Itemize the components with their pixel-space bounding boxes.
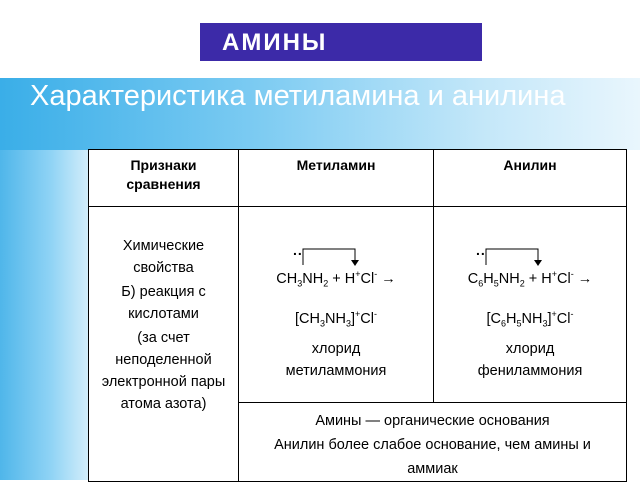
aniline-product-name: хлорид фениламмония bbox=[477, 341, 583, 380]
methylamine-reaction-cell bbox=[239, 207, 434, 403]
methylamine-product-name: хлорид метиламмония bbox=[285, 341, 387, 380]
summary-cell bbox=[239, 403, 627, 482]
header-criteria: Признаки сравнения bbox=[89, 150, 239, 207]
header-methylamine: Метиламин bbox=[239, 150, 434, 207]
methylamine-equation: $CH_3NH_2 + H^+Cl^-$ → bbox=[276, 269, 396, 289]
aniline-equation: $C_6H_5NH_2 + H^+Cl^-$ → bbox=[467, 269, 593, 289]
property-acid-reaction: Б) реакция с кислотами bbox=[121, 284, 206, 322]
comparison-table bbox=[88, 149, 627, 482]
electron-arrow-icon bbox=[484, 245, 544, 267]
electron-arrow-icon bbox=[301, 245, 361, 267]
aniline-product: $[C_6H_5NH_3]^+Cl^-$ bbox=[486, 308, 574, 329]
properties-cell bbox=[89, 207, 239, 482]
slide-title: Характеристика метиламина и анилина bbox=[30, 80, 566, 112]
summary-line-1: Амины — органические основания bbox=[315, 413, 550, 429]
aniline-reaction-cell bbox=[434, 207, 627, 403]
table-header-row bbox=[89, 150, 627, 207]
lone-pair-dots: .. bbox=[476, 242, 486, 258]
property-chemical: Химические свойства bbox=[122, 238, 205, 276]
property-lone-pair: (за счет неподеленной электронной пары атома азота) bbox=[101, 330, 226, 412]
table-row-reaction bbox=[89, 207, 627, 403]
lone-pair-dots: .. bbox=[293, 242, 303, 258]
section-label: АМИНЫ bbox=[200, 23, 482, 61]
header-aniline: Анилин bbox=[434, 150, 627, 207]
methylamine-product: $[CH_3NH_3]^+Cl^-$ bbox=[295, 308, 377, 329]
summary-line-2: Анилин более слабое основание, чем амины и аммиак bbox=[274, 437, 591, 477]
